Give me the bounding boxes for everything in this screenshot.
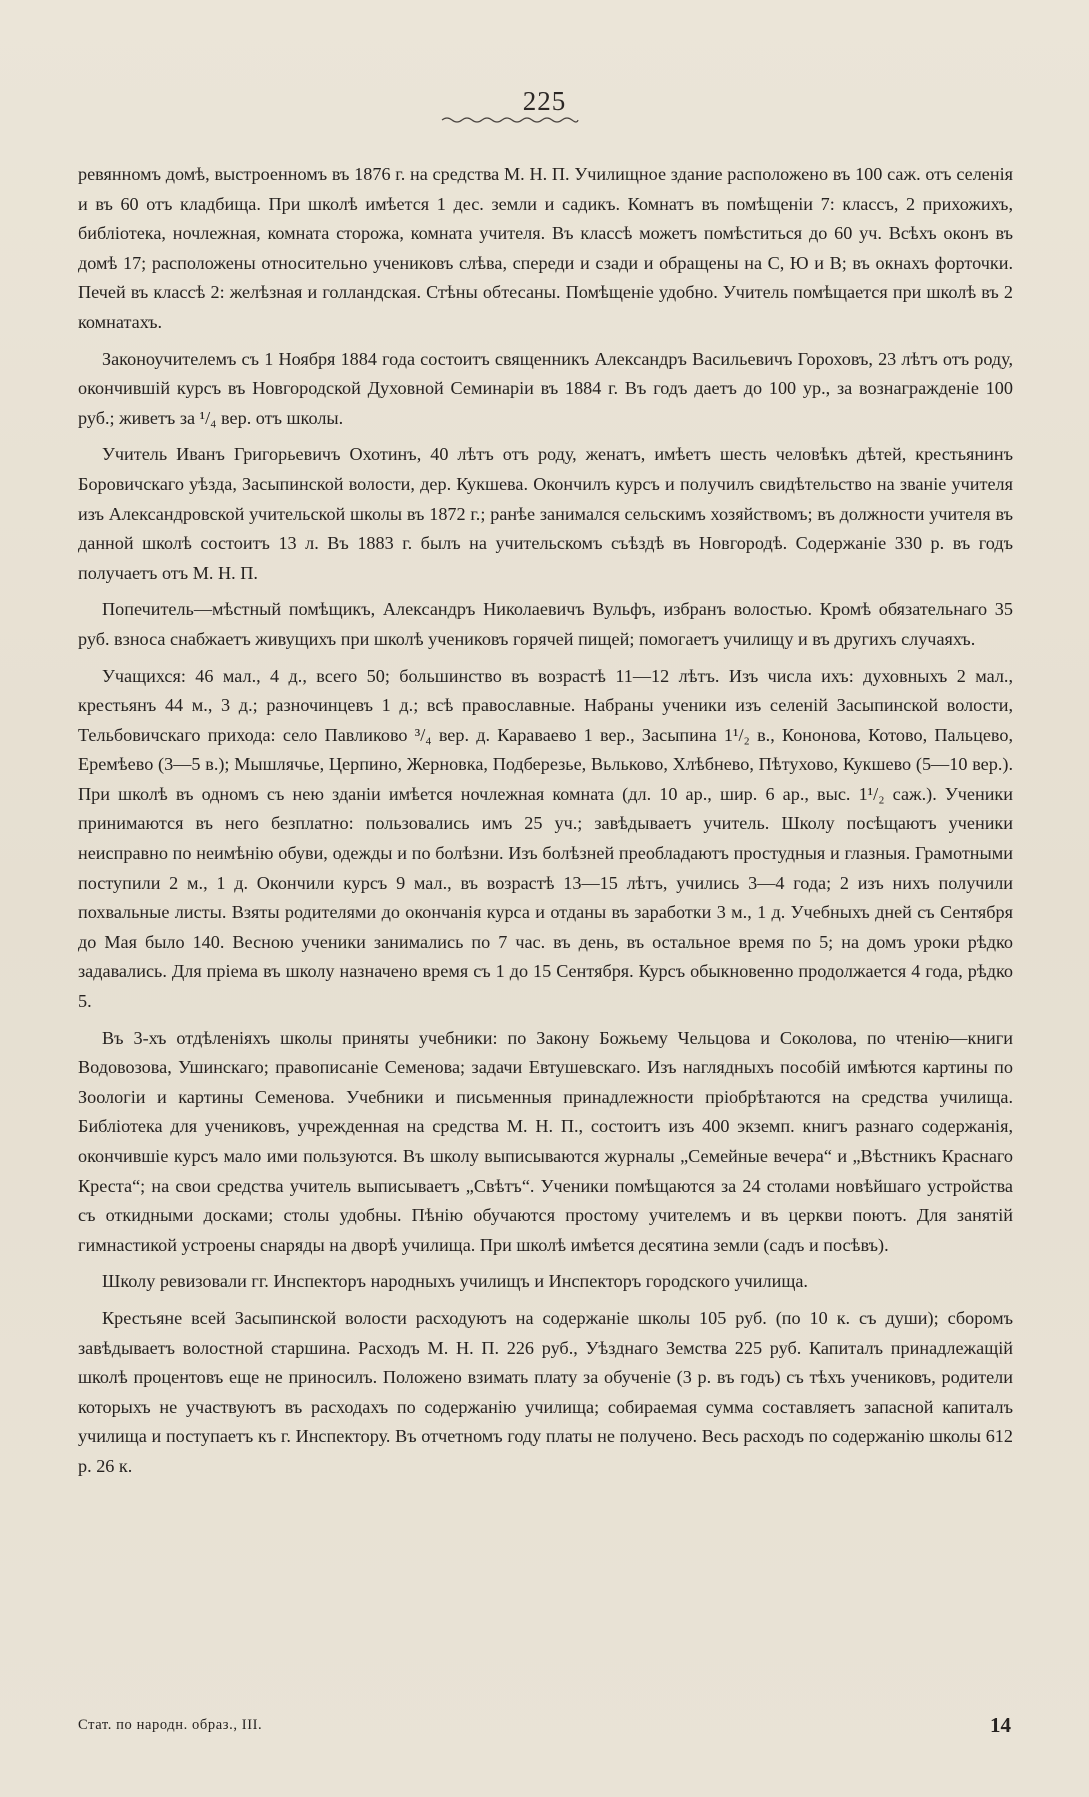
paragraph-students: Учащихся: 46 мал., 4 д., всего 50; большинство въ возрастѣ 11—12 лѣтъ. Изъ числа ихъ: духовныхъ 2 мал., крестьянъ 44 м., 3 д.; разночинцевъ 1 д.; всѣ православные. Набраны ученики изъ селеній Засыпинской волости, Тельбовичскаго прихода: село Павликово ³/₄ вер. д. Караваево 1 вер., Засыпина 1¹/₂ в., Кононова, Котово, Пальцево, Еремѣево (3—5 в.); Мышлячье, Церпино, Жерновка, Подберезье, Вьльково, Хлѣбнево, Пѣтухово, Кукшево (5—10 вер.). При школѣ въ одномъ съ нею зданіи имѣется ночлежная комната (дл. 10 ар., шир. 6 ар., выс. 1¹/₂ саж.). Ученики принимаются въ него безплатно: пользовались имъ 25 уч.; завѣдываетъ учитель. Школу посѣщаютъ ученики неисправно по неимѣнію обуви, одежды и по болѣзни. Изъ болѣзней преобладаютъ простудныя и глазныя. Грамотными поступили 2 м., 1 д. Окончили курсъ 9 мал., въ возрастѣ 13—15 лѣтъ, учились 3—4 года; 2 изъ нихъ получили похвальные листы. Взяты родителями до окончанія курса и отданы въ заработки 3 м., 1 д. Учебныхъ дней съ Сентября до Мая было 140. Весною ученики занимались по 7 час. въ день, въ остальное время по 5; на домъ уроки рѣдко задавались. Для пріема въ школу назначено время съ 1 до 15 Сентября. Курсъ обыкновенно продолжается 4 года, рѣдко 5. [78,665,1013,1012]
page-footer [78,1713,1013,1743]
paragraph-inspection: Школу ревизовали гг. Инспекторъ народныхъ училищъ и Инспекторъ городского училища. [102,1271,808,1292]
paragraph-teacher: Учитель Иванъ Григорьевичъ Охотинъ, 40 лѣтъ отъ роду, женатъ, имѣетъ шесть человѣкъ дѣтей, крестьянинъ Боровичскаго уѣзда, Засыпинской волости, дер. Кукшева. Окончилъ курсъ и получилъ свидѣтельство на званіе учителя изъ Александровской учительской школы въ 1872 г.; ранѣе занимался сельскимъ хозяйствомъ; въ должности учителя въ данной школѣ состоитъ 13 л. Въ 1883 г. былъ на учительскомъ съѣздѣ въ Новгородѣ. Содержаніе 330 р. въ годъ получаетъ отъ М. Н. П. [78,444,1013,583]
paragraph-building: ревянномъ домѣ, выстроенномъ въ 1876 г. на средства М. Н. П. Училищное здание расположено въ 100 саж. отъ селенія и въ 60 отъ кладбища. При школѣ имѣется 1 дес. земли и садикъ. Комнатъ въ помѣщеніи 7: классъ, 2 прихожихъ, библіотека, ночлежная, комната сторожа, комната учителя. Въ классѣ можетъ помѣститься до 60 уч. Всѣхъ оконъ въ домѣ 17; расположены относительно учениковъ слѣва, спереди и сзади и обращены на С, Ю и В; въ окнахъ форточки. Печей въ классѣ 2: желѣзная и голландская. Стѣны обтесаны. Помѣщеніе удобно. Учитель помѣщается при школѣ въ 2 комнатахъ. [78,164,1013,332]
body-text [78,160,1013,1489]
paragraph-finances: Крестьяне всей Засыпинской волости расходуютъ на содержаніе школы 105 руб. (по 10 к. съ души); сборомъ завѣдываетъ волостной старшина. Расходъ М. Н. П. 226 руб., Уѣзднаго Земства 225 руб. Капиталъ принадлежащій школѣ процентовъ еще не приносилъ. Положено взимать плату за обученіе (3 р. въ годъ) съ тѣхъ учениковъ, родители которыхъ не участвуютъ въ расходахъ по содержанію училища; собираемая сумма составляетъ запасной капиталъ училища и поступаетъ къ г. Инспектору. Въ отчетномъ году платы не получено. Весь расходъ по содержанію школы 612 р. 26 к. [78,1307,1013,1476]
page-number: 225 [522,86,567,116]
footer-signature-number: 14 [990,1713,1011,1737]
paragraph-trustee: Попечитель—мѣстный помѣщикъ, Александръ Николаевичъ Вульфъ, избранъ волостью. Кромѣ обязательнаго 35 руб. взноса снабжаетъ живущихъ при школѣ учениковъ горячей пищей; помогаетъ училищу и въ другихъ случаяхъ. [78,599,1013,649]
footer-source: Стат. по народн. образ., III. [78,1717,263,1733]
header-ornament [440,115,580,125]
paragraph-religion-teacher: Законоучителемъ съ 1 Ноября 1884 года состоитъ священникъ Александръ Васильевичъ Гороховъ, 23 лѣтъ отъ роду, окончившій курсъ въ Новгородской Духовной Семинаріи въ 1884 г. Въ годъ даетъ до 100 ур., за вознагражденіе 100 руб.; живетъ за ¹/₄ вер. отъ школы. [78,348,1013,428]
paragraph-textbooks: Въ 3-хъ отдѣленіяхъ школы приняты учебники: по Закону Божьему Чельцова и Соколова, по чтенію—книги Водовозова, Ушинскаго; правописаніе Семенова; задачи Евтушевскаго. Изъ наглядныхъ пособій имѣются картины по Зоологіи и картины Семенова. Учебники и письменныя принадлежности пріобрѣтаются на средства училища. Библіотека для учениковъ, учрежденная на средства М. Н. П., состоитъ изъ 400 экземп. книгъ разнаго содержанія, окончившіе курсъ мало ими пользуются. Въ школу выписываются журналы „Семейные вечера“ и „Вѣстникъ Краснаго Креста“; на свои средства учитель выписываетъ „Свѣтъ“. Ученики помѣщаются за 24 столами новѣйшаго устройства съ откидными досками; столы удобны. Пѣнію обучаются простому учителемъ и въ церкви поютъ. Для занятій гимнастикой устроены снаряды на дворѣ училища. При школѣ имѣется десятина земли (садъ и посѣвъ). [78,1027,1013,1255]
